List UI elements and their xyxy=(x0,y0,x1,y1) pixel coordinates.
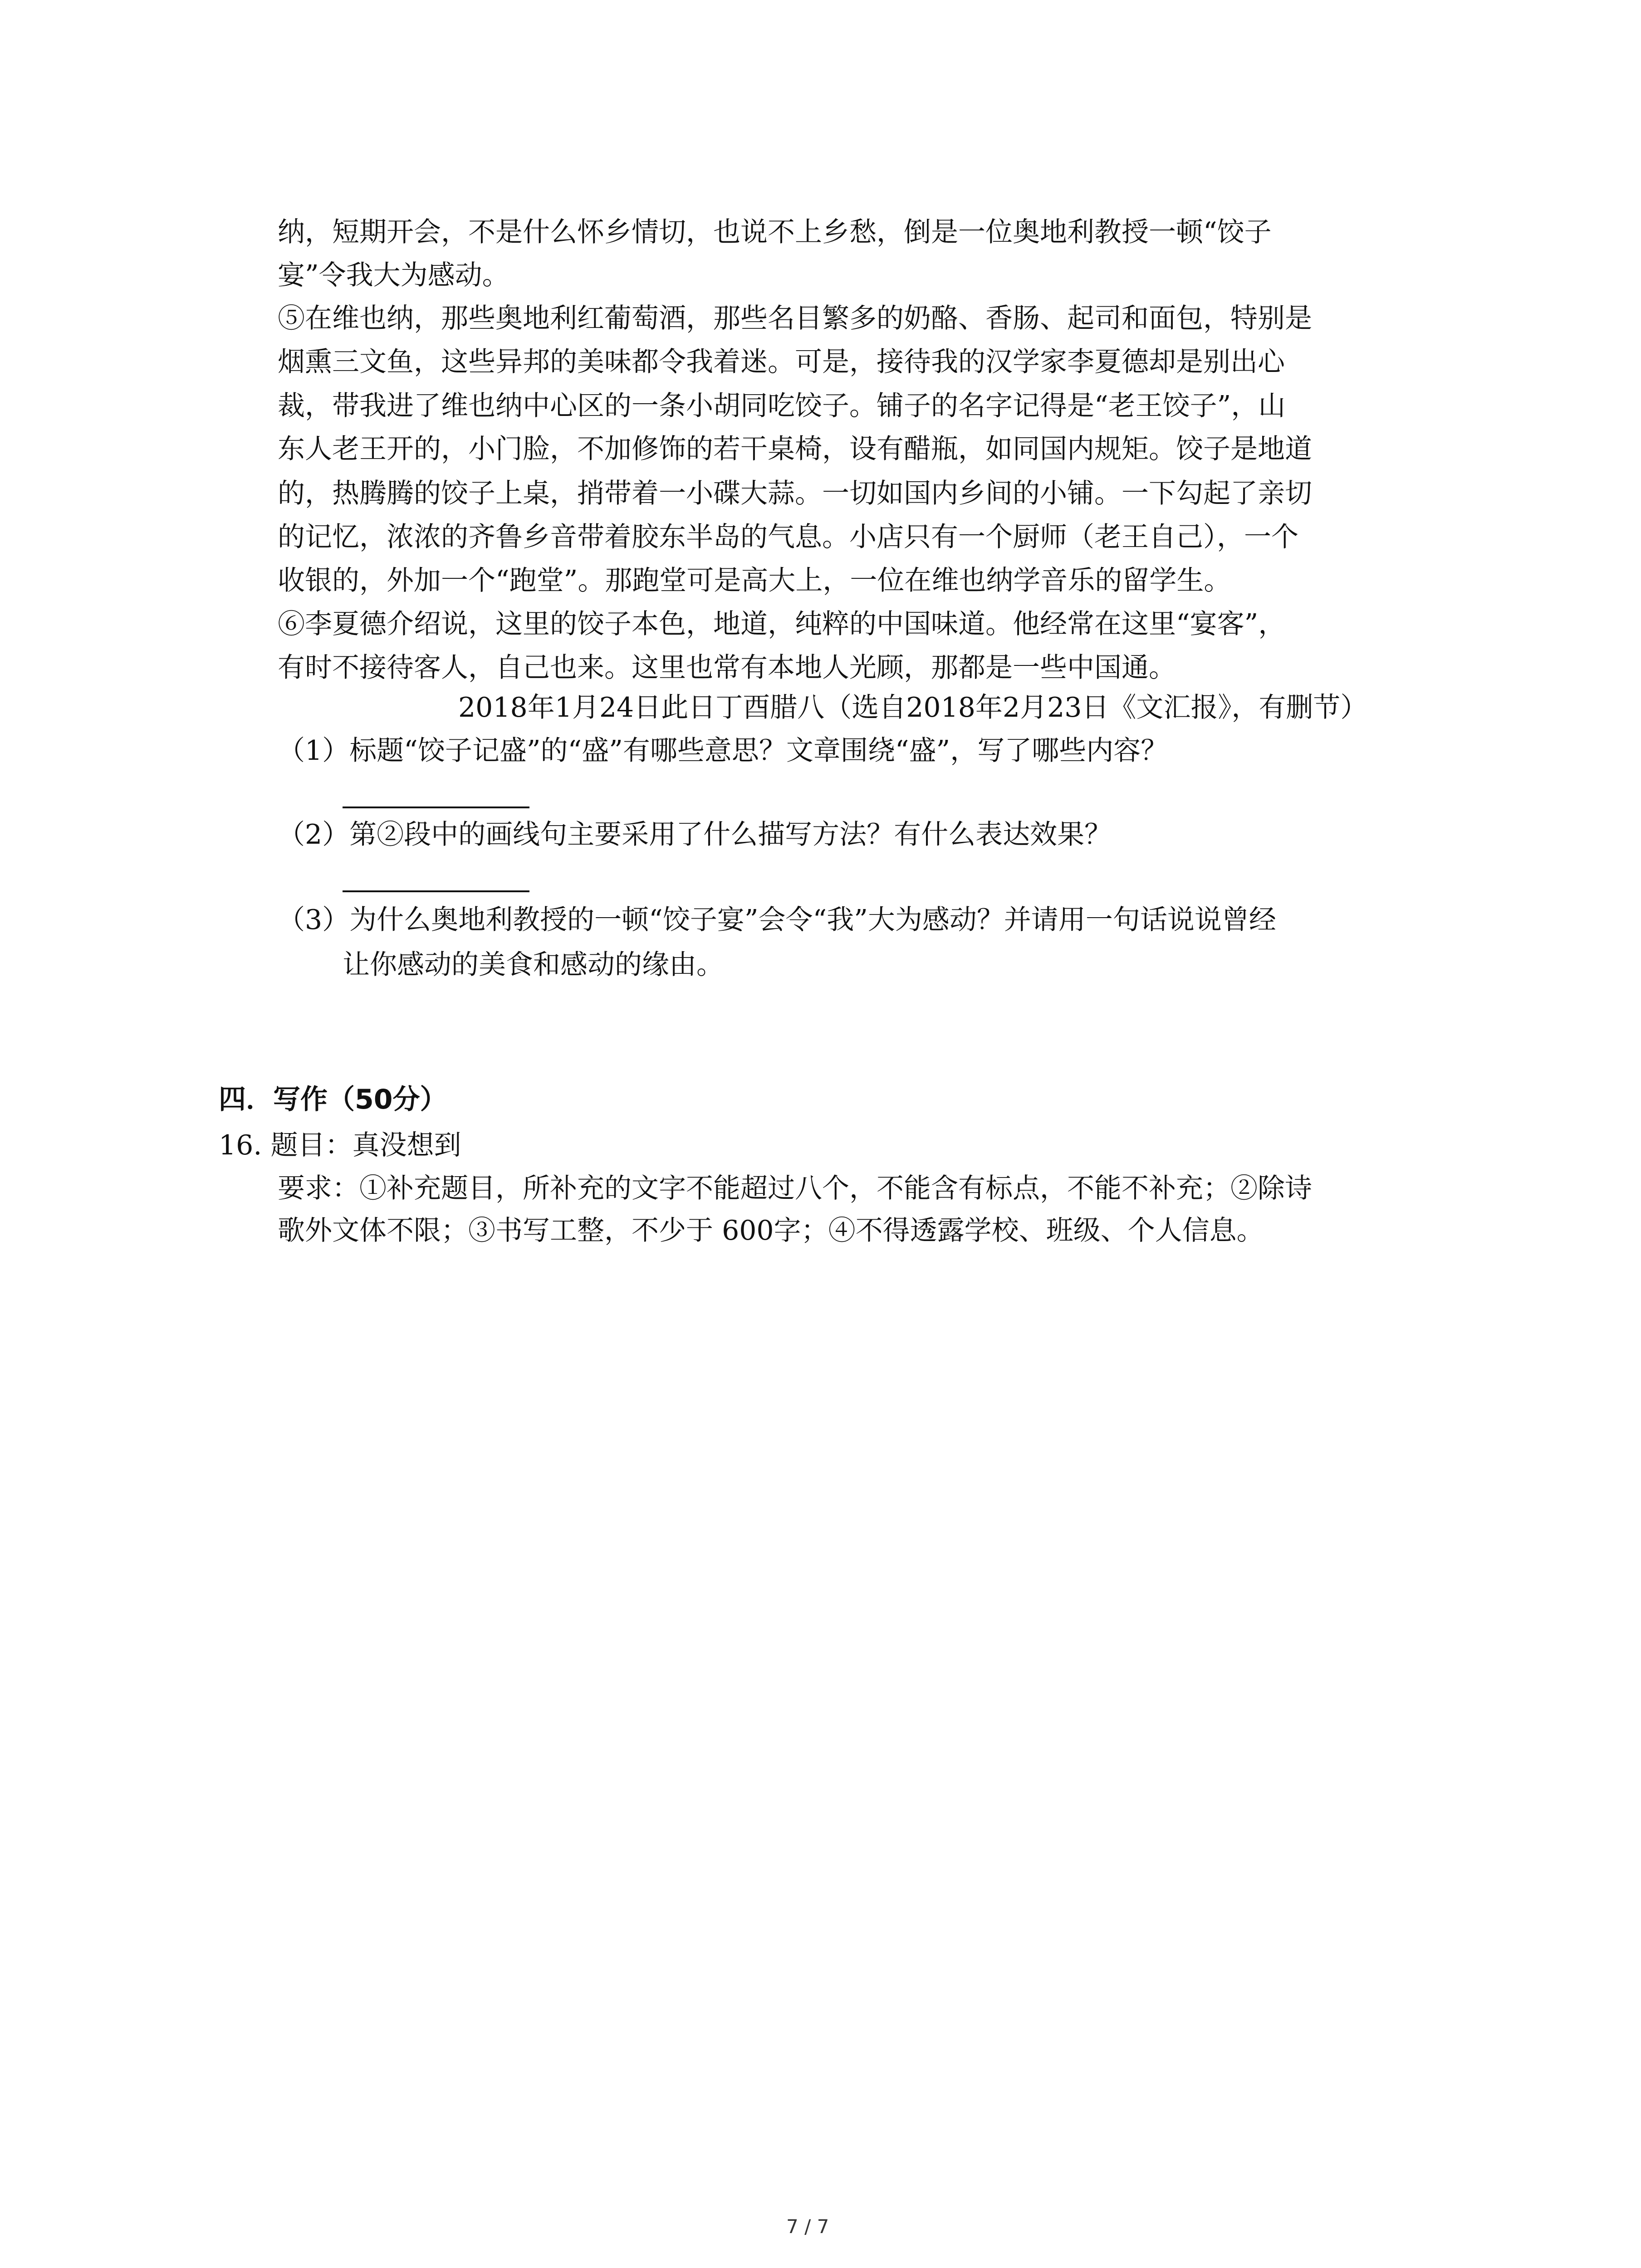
answer-blank-line xyxy=(343,890,529,892)
passage-line: 纳，短期开会，不是什么怀乡情切，也说不上乡愁，倒是一位奥地利教授一顿“饺子 xyxy=(278,216,1272,248)
question-3-continued: 让你感动的美食和感动的缘由。 xyxy=(343,949,724,981)
passage-line: 裁，带我进了维也纳中心区的一条小胡同吃饺子。铺子的名字记得是“老王饺子”，山 xyxy=(278,390,1286,422)
passage-line: 的记忆，浓浓的齐鲁乡音带着胶东半岛的气息。小店只有一个厨师（老王自己），一个 xyxy=(278,521,1298,553)
essay-requirement-line: 要求：①补充题目，所补充的文字不能超过八个，不能含有标点，不能不补充；②除诗 xyxy=(278,1173,1312,1204)
passage-line: 有时不接待客人，自己也来。这里也常有本地人光顾，那都是一些中国通。 xyxy=(278,652,1176,684)
passage-line: 收银的，外加一个“跑堂”。那跑堂可是高大上，一位在维也纳学音乐的留学生。 xyxy=(278,565,1231,596)
question-2: （2）第②段中的画线句主要采用了什么描写方法？有什么表达效果？ xyxy=(278,819,1112,850)
passage-line: 宴”令我大为感动。 xyxy=(278,259,509,291)
passage-line: 的，热腾腾的饺子上桌，捎带着一小碟大蒜。一切如国内乡间的小铺。一下勾起了亲切 xyxy=(278,478,1312,509)
answer-blank-line xyxy=(343,807,529,808)
passage-line: 东人老王开的，小门脸，不加修饰的若干桌椅，设有醋瓶，如同国内规矩。饺子是地道 xyxy=(278,433,1312,465)
question-1: （1）标题“饺子记盛”的“盛”有哪些意思？文章围绕“盛”，写了哪些内容？ xyxy=(278,735,1168,767)
section-heading: 四．写作（50分） xyxy=(219,1084,447,1115)
essay-requirement-line: 歌外文体不限；③书写工整，不少于 600字；④不得透露学校、班级、个人信息。 xyxy=(278,1215,1264,1246)
question-3: （3）为什么奥地利教授的一顿“饺子宴”会令“我”大为感动？并请用一句话说说曾经 xyxy=(278,904,1276,936)
passage-paragraph-6-line: ⑥李夏德介绍说，这里的饺子本色，地道，纯粹的中国味道。他经常在这里“宴客”， xyxy=(278,608,1286,640)
passage-line: 烟熏三文鱼，这些异邦的美味都令我着迷。可是，接待我的汉学家李夏德却是别出心 xyxy=(278,346,1285,378)
page-number: 7 / 7 xyxy=(786,2215,829,2238)
passage-paragraph-5-line: ⑤在维也纳，那些奥地利红葡萄酒，那些名目繁多的奶酪、香肠、起司和面包，特别是 xyxy=(278,303,1312,334)
passage-source: 2018年1月24日此日丁酉腊八（选自2018年2月23日《文汇报》，有删节） xyxy=(458,692,1368,723)
essay-prompt: 16. 题目：真没想到 xyxy=(219,1129,461,1161)
